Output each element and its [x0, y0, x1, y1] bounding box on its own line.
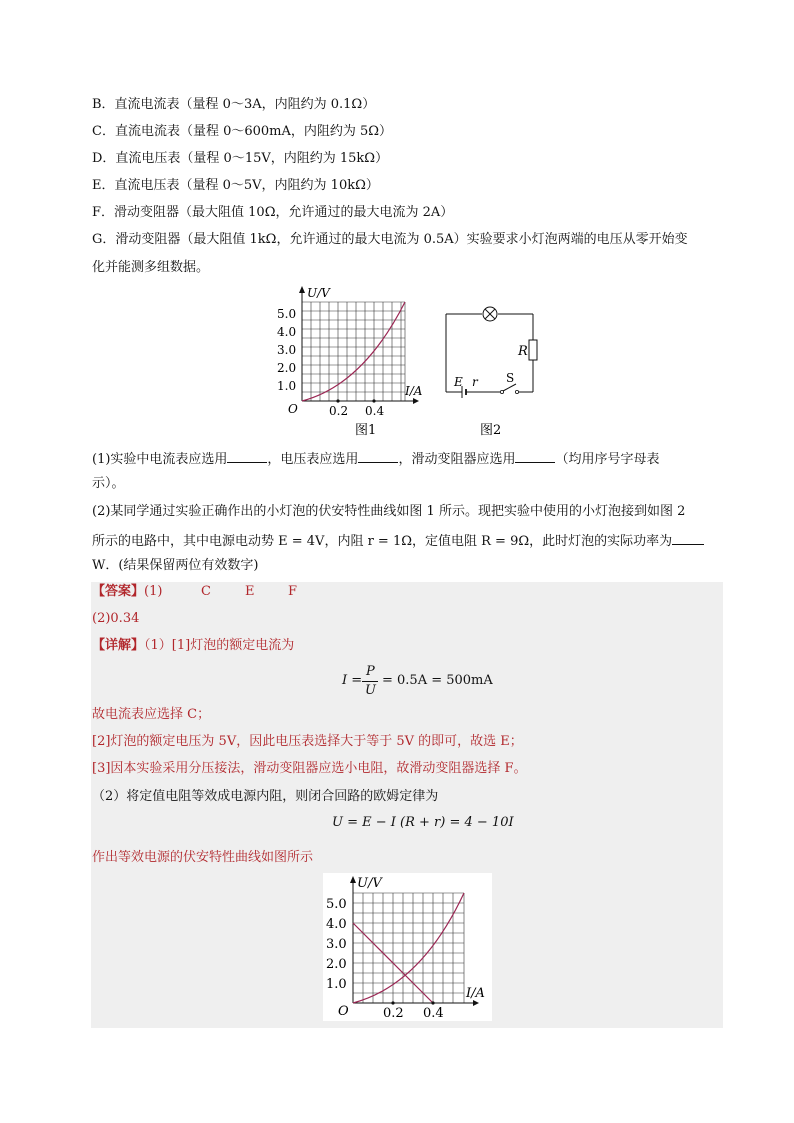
figure1-xtick-02: 0.2	[329, 404, 349, 418]
figure1-origin: O	[288, 402, 298, 416]
figure1-graph	[275, 285, 435, 440]
option-g-line1: G．滑动变阻器（最大阻值 1kΩ，允许通过的最大电流为 0.5A）实验要求小灯泡两端的电压从零开始变	[92, 232, 688, 247]
figure3-xtick-04: 0.4	[423, 1006, 444, 1021]
figure3-y-label: U/V	[357, 876, 382, 891]
option-c: C．直流电流表（量程 0～600mA，内阻约为 5Ω）	[92, 124, 393, 139]
circuit-label-e: E	[454, 375, 463, 389]
question2-line3: W．(结果保留两位有效数字)	[92, 558, 259, 573]
answer-part2: (2)0.34	[92, 611, 140, 626]
figure1-grid	[302, 302, 405, 401]
figure1-caption: 图1	[355, 423, 377, 438]
detail-step2: [2]灯泡的额定电压为 5V，因此电压表选择大于等于 5V 的即可，故选 E；	[92, 734, 523, 749]
detail-intro: 【详解】（1）[1]灯泡的额定电流为	[92, 638, 295, 653]
figure1-ytick-5: 5.0	[277, 307, 297, 321]
detail-curve-text: 作出等效电源的伏安特性曲线如图所示	[92, 850, 314, 865]
option-g-line2: 化并能测多组数据。	[92, 260, 210, 275]
detail-conc1: 故电流表应选择 C；	[92, 707, 211, 722]
blank-power	[672, 530, 704, 545]
option-d: D．直流电压表（量程 0～15V，内阻约为 15kΩ）	[92, 151, 389, 166]
blank-voltmeter	[358, 448, 398, 463]
detail-part2-intro: （2）将定值电阻等效成电源内阻，则闭合回路的欧姆定律为	[92, 789, 439, 804]
answer-choice-e: E	[245, 584, 255, 599]
blank-rheostat	[515, 448, 555, 463]
figure1-ytick-1: 1.0	[277, 379, 297, 393]
figure3-x-label: I/A	[466, 986, 485, 1001]
figure2-circuit	[440, 300, 550, 440]
blank-ammeter	[227, 448, 267, 463]
figure1-ytick-4: 4.0	[277, 325, 297, 339]
circuit-label-r: r	[472, 375, 478, 389]
figure1-y-label: U/V	[307, 286, 330, 300]
figure3-graph	[323, 873, 492, 1021]
option-f: F．滑动变阻器（最大阻值 10Ω，允许通过的最大电流为 2A）	[92, 205, 454, 220]
figure3-lamp-curve	[353, 893, 464, 1003]
figure3-ytick-5: 5.0	[326, 897, 347, 912]
answer-choice-f: F	[288, 584, 298, 599]
formula-ohm: U = E − I (R + r) = 4 − 10I	[332, 815, 514, 830]
figure3-ytick-4: 4.0	[326, 917, 347, 932]
option-e: E．直流电压表（量程 0～5V，内阻约为 10kΩ）	[92, 178, 379, 193]
circuit-label-r-big: R	[518, 344, 528, 359]
figure3-grid	[353, 893, 464, 1003]
figure3-ytick-2: 2.0	[326, 957, 347, 972]
option-b: B．直流电流表（量程 0～3A，内阻约为 0.1Ω）	[92, 97, 376, 112]
question1-line1: (1)实验中电流表应选用 ，电压表应选用 ，滑动变阻器应选用 （均用序号字母表	[92, 448, 659, 469]
figure1-xtick-04: 0.4	[365, 404, 385, 418]
figure3-ytick-3: 3.0	[326, 937, 347, 952]
figure3-xtick-02: 0.2	[383, 1006, 404, 1021]
answer-choice-c: C	[201, 584, 211, 599]
question1-line2: 示）。	[92, 476, 125, 491]
figure1-ytick-2: 2.0	[277, 361, 297, 375]
figure3-ytick-1: 1.0	[326, 977, 347, 992]
figure1-x-label: I/A	[405, 384, 423, 398]
question2-line2: 所示的电路中，其中电源电动势 E = 4V，内阻 r = 1Ω，定值电阻 R = 9Ω，此时灯泡的实际功率为	[92, 530, 704, 551]
circuit-label-s: S	[506, 371, 515, 385]
figure2-caption: 图2	[480, 423, 502, 438]
figure1-curve	[302, 302, 405, 401]
answer-line: 【答案】(1) C E F	[92, 584, 298, 599]
figure1-ytick-3: 3.0	[277, 343, 297, 357]
question2-line1: (2)某同学通过实验正确作出的小灯泡的伏安特性曲线如图 1 所示。现把实验中使用的小灯泡接到如图 2	[92, 504, 686, 519]
figure3-origin: O	[338, 1004, 349, 1019]
detail-step3: [3]因本实验采用分压接法，滑动变阻器应选小电阻，故滑动变阻器选择 F。	[92, 761, 527, 776]
resistor-icon	[529, 340, 537, 360]
